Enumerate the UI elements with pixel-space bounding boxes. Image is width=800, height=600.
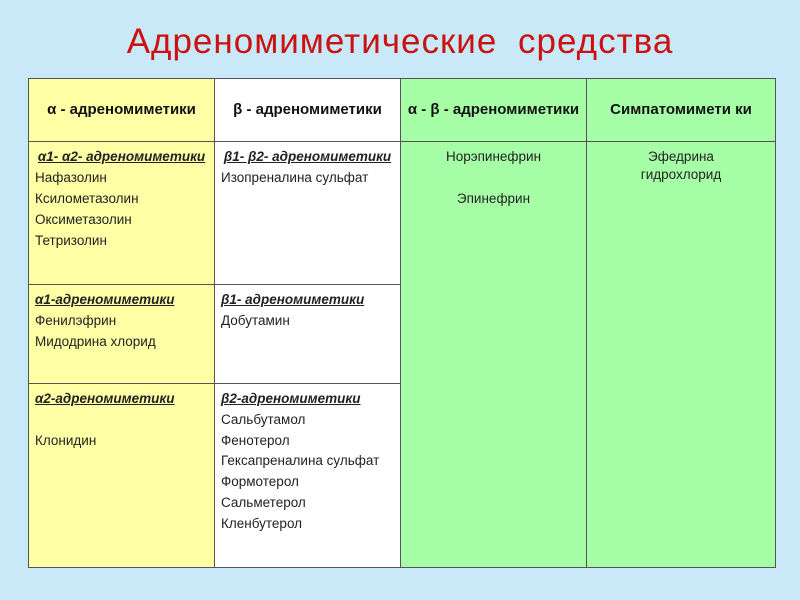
drug-item: Норэпинефрин (445, 149, 542, 164)
header-sympathomimetics: Симпатомимети ки (587, 79, 776, 142)
drug-item: Оксиметазолин (35, 212, 132, 227)
drug-item: Фенотерол (221, 433, 290, 448)
group-heading: β1- β2- адреномиметики (223, 149, 392, 164)
beta1-cell (215, 285, 401, 384)
drug-item: Гексапреналина сульфат (221, 453, 380, 468)
group-heading: β2-адреномиметики (221, 391, 361, 406)
group-heading: α1- α2- адреномиметики (37, 149, 206, 164)
header-alpha: α - адреномиметики (29, 79, 215, 142)
drug-item: Добутамин (221, 313, 290, 328)
table-row (29, 142, 776, 285)
group-heading: α2-адреномиметики (35, 391, 175, 406)
alpha1-alpha2-cell (29, 142, 215, 285)
group-heading: α1-адреномиметики (35, 292, 175, 307)
drug-item: Клонидин (35, 433, 97, 448)
sympathomimetics-cell (587, 142, 776, 568)
drug-item: Нафазолин (35, 170, 107, 185)
drug-item: Эфедрина гидрохлорид (640, 149, 722, 182)
drug-item: Мидодрина хлорид (35, 334, 156, 349)
drug-item: Кленбутерол (221, 516, 303, 531)
drug-item: Эпинефрин (456, 191, 531, 206)
header-beta: β - адреномиметики (215, 79, 401, 142)
drug-item: Ксилометазолин (35, 191, 139, 206)
beta2-cell (215, 384, 401, 568)
drug-item: Сальбутамол (221, 412, 306, 427)
drug-item: Фенилэфрин (35, 313, 117, 328)
adrenomimetics-table (28, 78, 776, 568)
drug-item: Сальметерол (221, 495, 306, 510)
alpha1-cell (29, 285, 215, 384)
header-alpha-beta: α - β - адреномиметики (401, 79, 587, 142)
group-heading: β1- адреномиметики (221, 292, 365, 307)
alpha-beta-cell (401, 142, 587, 568)
page-title: Адреномиметические средства (126, 22, 674, 61)
alpha2-cell (29, 384, 215, 568)
drug-item: Тетризолин (35, 233, 107, 248)
beta1-beta2-cell (215, 142, 401, 285)
drug-item: Изопреналина сульфат (221, 170, 369, 185)
header-row (29, 79, 776, 142)
drug-item: Формотерол (221, 474, 299, 489)
